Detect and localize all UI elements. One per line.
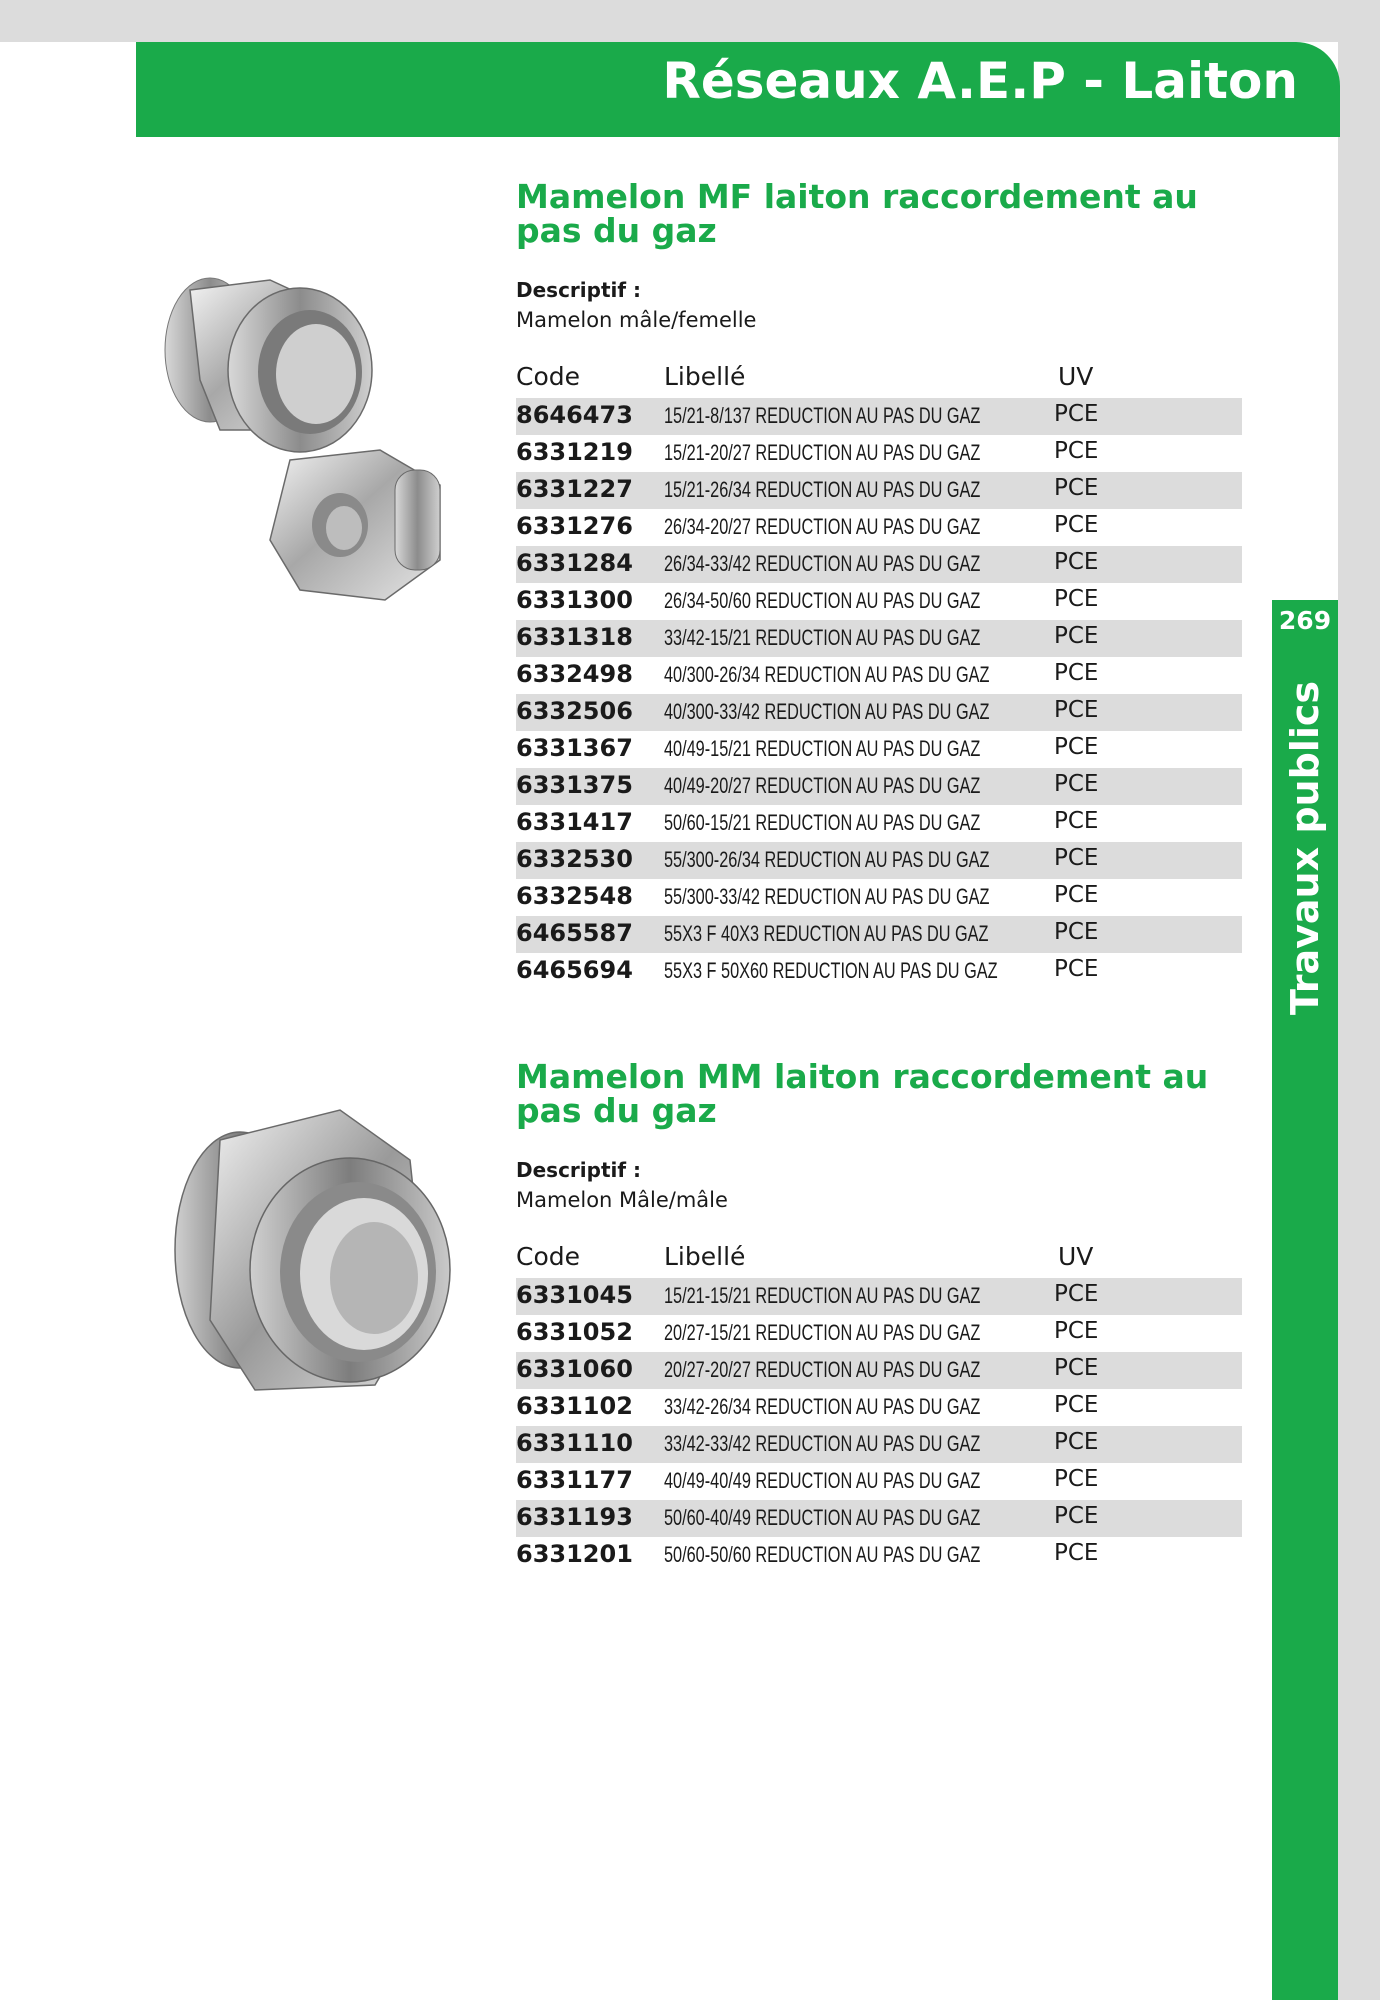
column-header-label: Libellé (664, 362, 746, 391)
row-code: 6331284 (516, 549, 633, 577)
row-code: 8646473 (516, 401, 633, 429)
row-label: 20/27-20/27 REDUCTION AU PAS DU GAZ (664, 1357, 981, 1382)
row-label: 55X3 F 50X60 REDUCTION AU PAS DU GAZ (664, 958, 998, 983)
row-label: 33/42-15/21 REDUCTION AU PAS DU GAZ (664, 625, 981, 650)
row-uv: PCE (1054, 697, 1099, 723)
row-label: 40/300-26/34 REDUCTION AU PAS DU GAZ (664, 662, 990, 687)
row-code: 6332548 (516, 882, 633, 910)
table-row (516, 398, 1242, 435)
page-number: 269 (1278, 606, 1332, 635)
table-row (516, 694, 1242, 731)
table-row (516, 509, 1242, 546)
row-uv: PCE (1054, 771, 1099, 797)
column-header-code: Code (516, 362, 581, 391)
row-code: 6465694 (516, 956, 633, 984)
section-label-text: Travaux publics (1283, 681, 1327, 1015)
header-bar (136, 42, 1340, 137)
table-row (516, 916, 1242, 953)
row-uv: PCE (1054, 438, 1099, 464)
row-label: 40/49-40/49 REDUCTION AU PAS DU GAZ (664, 1468, 981, 1493)
row-label: 55X3 F 40X3 REDUCTION AU PAS DU GAZ (664, 921, 989, 946)
row-label: 33/42-26/34 REDUCTION AU PAS DU GAZ (664, 1394, 981, 1419)
brass-nipple-mf-image (150, 270, 450, 630)
row-label: 40/49-15/21 REDUCTION AU PAS DU GAZ (664, 736, 981, 761)
row-uv: PCE (1054, 512, 1099, 538)
table-row (516, 1278, 1242, 1315)
table-row (516, 879, 1242, 916)
row-code: 6331276 (516, 512, 633, 540)
row-uv: PCE (1054, 845, 1099, 871)
row-code: 6331201 (516, 1540, 633, 1568)
row-label: 50/60-50/60 REDUCTION AU PAS DU GAZ (664, 1542, 981, 1567)
row-uv: PCE (1054, 734, 1099, 760)
description-label: Descriptif : (516, 278, 642, 302)
column-header-code: Code (516, 1242, 581, 1271)
row-code: 6331300 (516, 586, 633, 614)
row-label: 26/34-33/42 REDUCTION AU PAS DU GAZ (664, 551, 981, 576)
table-row (516, 953, 1242, 990)
row-label: 15/21-26/34 REDUCTION AU PAS DU GAZ (664, 477, 981, 502)
row-uv: PCE (1054, 475, 1099, 501)
table-row (516, 768, 1242, 805)
row-uv: PCE (1054, 401, 1099, 427)
row-uv: PCE (1054, 1281, 1099, 1307)
table-header (516, 360, 1242, 398)
row-code: 6331110 (516, 1429, 633, 1457)
row-uv: PCE (1054, 1503, 1099, 1529)
section-label (1272, 678, 1338, 1018)
page-title: Réseaux A.E.P - Laiton (662, 52, 1298, 110)
row-uv: PCE (1054, 660, 1099, 686)
table-row (516, 657, 1242, 694)
row-uv: PCE (1054, 1355, 1099, 1381)
table-row (516, 620, 1242, 657)
row-code: 6465587 (516, 919, 633, 947)
description-text: Mamelon Mâle/mâle (516, 1188, 728, 1212)
table-row (516, 842, 1242, 879)
description-text: Mamelon mâle/femelle (516, 308, 757, 332)
row-code: 6331367 (516, 734, 633, 762)
row-uv: PCE (1054, 1318, 1099, 1344)
top-frame-strip (0, 0, 1380, 42)
product-title: Mamelon MF laiton raccordement au pas du gaz (516, 177, 1198, 250)
row-code: 6331219 (516, 438, 633, 466)
row-code: 6332506 (516, 697, 633, 725)
row-uv: PCE (1054, 956, 1099, 982)
row-uv: PCE (1054, 586, 1099, 612)
table-row (516, 731, 1242, 768)
side-frame-strip (1338, 42, 1380, 2000)
row-code: 6331227 (516, 475, 633, 503)
row-code: 6332530 (516, 845, 633, 873)
table-row (516, 1352, 1242, 1389)
row-uv: PCE (1054, 1392, 1099, 1418)
row-code: 6331102 (516, 1392, 633, 1420)
row-label: 55/300-33/42 REDUCTION AU PAS DU GAZ (664, 884, 990, 909)
row-uv: PCE (1054, 1466, 1099, 1492)
table-row (516, 1500, 1242, 1537)
table-row (516, 805, 1242, 842)
row-label: 15/21-15/21 REDUCTION AU PAS DU GAZ (664, 1283, 981, 1308)
table-row (516, 1537, 1242, 1574)
row-code: 6331375 (516, 771, 633, 799)
table-row (516, 546, 1242, 583)
table-row (516, 583, 1242, 620)
row-code: 6332498 (516, 660, 633, 688)
row-code: 6331052 (516, 1318, 633, 1346)
row-label: 26/34-20/27 REDUCTION AU PAS DU GAZ (664, 514, 981, 539)
row-label: 15/21-20/27 REDUCTION AU PAS DU GAZ (664, 440, 981, 465)
column-header-label: Libellé (664, 1242, 746, 1271)
row-uv: PCE (1054, 549, 1099, 575)
table-row (516, 1463, 1242, 1500)
column-header-uv: UV (1058, 362, 1094, 391)
column-header-uv: UV (1058, 1242, 1094, 1271)
description-label: Descriptif : (516, 1158, 642, 1182)
row-label: 20/27-15/21 REDUCTION AU PAS DU GAZ (664, 1320, 981, 1345)
table-header (516, 1240, 1242, 1278)
product-table (516, 1240, 1242, 1574)
row-code: 6331318 (516, 623, 633, 651)
row-uv: PCE (1054, 1540, 1099, 1566)
table-row (516, 1426, 1242, 1463)
table-row (516, 1315, 1242, 1352)
row-uv: PCE (1054, 808, 1099, 834)
row-label: 50/60-40/49 REDUCTION AU PAS DU GAZ (664, 1505, 981, 1530)
row-code: 6331177 (516, 1466, 633, 1494)
row-code: 6331193 (516, 1503, 633, 1531)
table-row (516, 435, 1242, 472)
row-label: 15/21-8/137 REDUCTION AU PAS DU GAZ (664, 403, 981, 428)
row-label: 50/60-15/21 REDUCTION AU PAS DU GAZ (664, 810, 981, 835)
product-table (516, 360, 1242, 990)
row-uv: PCE (1054, 919, 1099, 945)
table-row (516, 472, 1242, 509)
row-label: 55/300-26/34 REDUCTION AU PAS DU GAZ (664, 847, 990, 872)
row-code: 6331417 (516, 808, 633, 836)
row-label: 26/34-50/60 REDUCTION AU PAS DU GAZ (664, 588, 981, 613)
row-code: 6331060 (516, 1355, 633, 1383)
table-row (516, 1389, 1242, 1426)
row-uv: PCE (1054, 623, 1099, 649)
row-label: 33/42-33/42 REDUCTION AU PAS DU GAZ (664, 1431, 981, 1456)
row-label: 40/300-33/42 REDUCTION AU PAS DU GAZ (664, 699, 990, 724)
row-label: 40/49-20/27 REDUCTION AU PAS DU GAZ (664, 773, 981, 798)
row-uv: PCE (1054, 882, 1099, 908)
brass-nipple-mm-image (160, 1100, 460, 1420)
row-uv: PCE (1054, 1429, 1099, 1455)
product-title: Mamelon MM laiton raccordement au pas du gaz (516, 1057, 1209, 1130)
row-code: 6331045 (516, 1281, 633, 1309)
